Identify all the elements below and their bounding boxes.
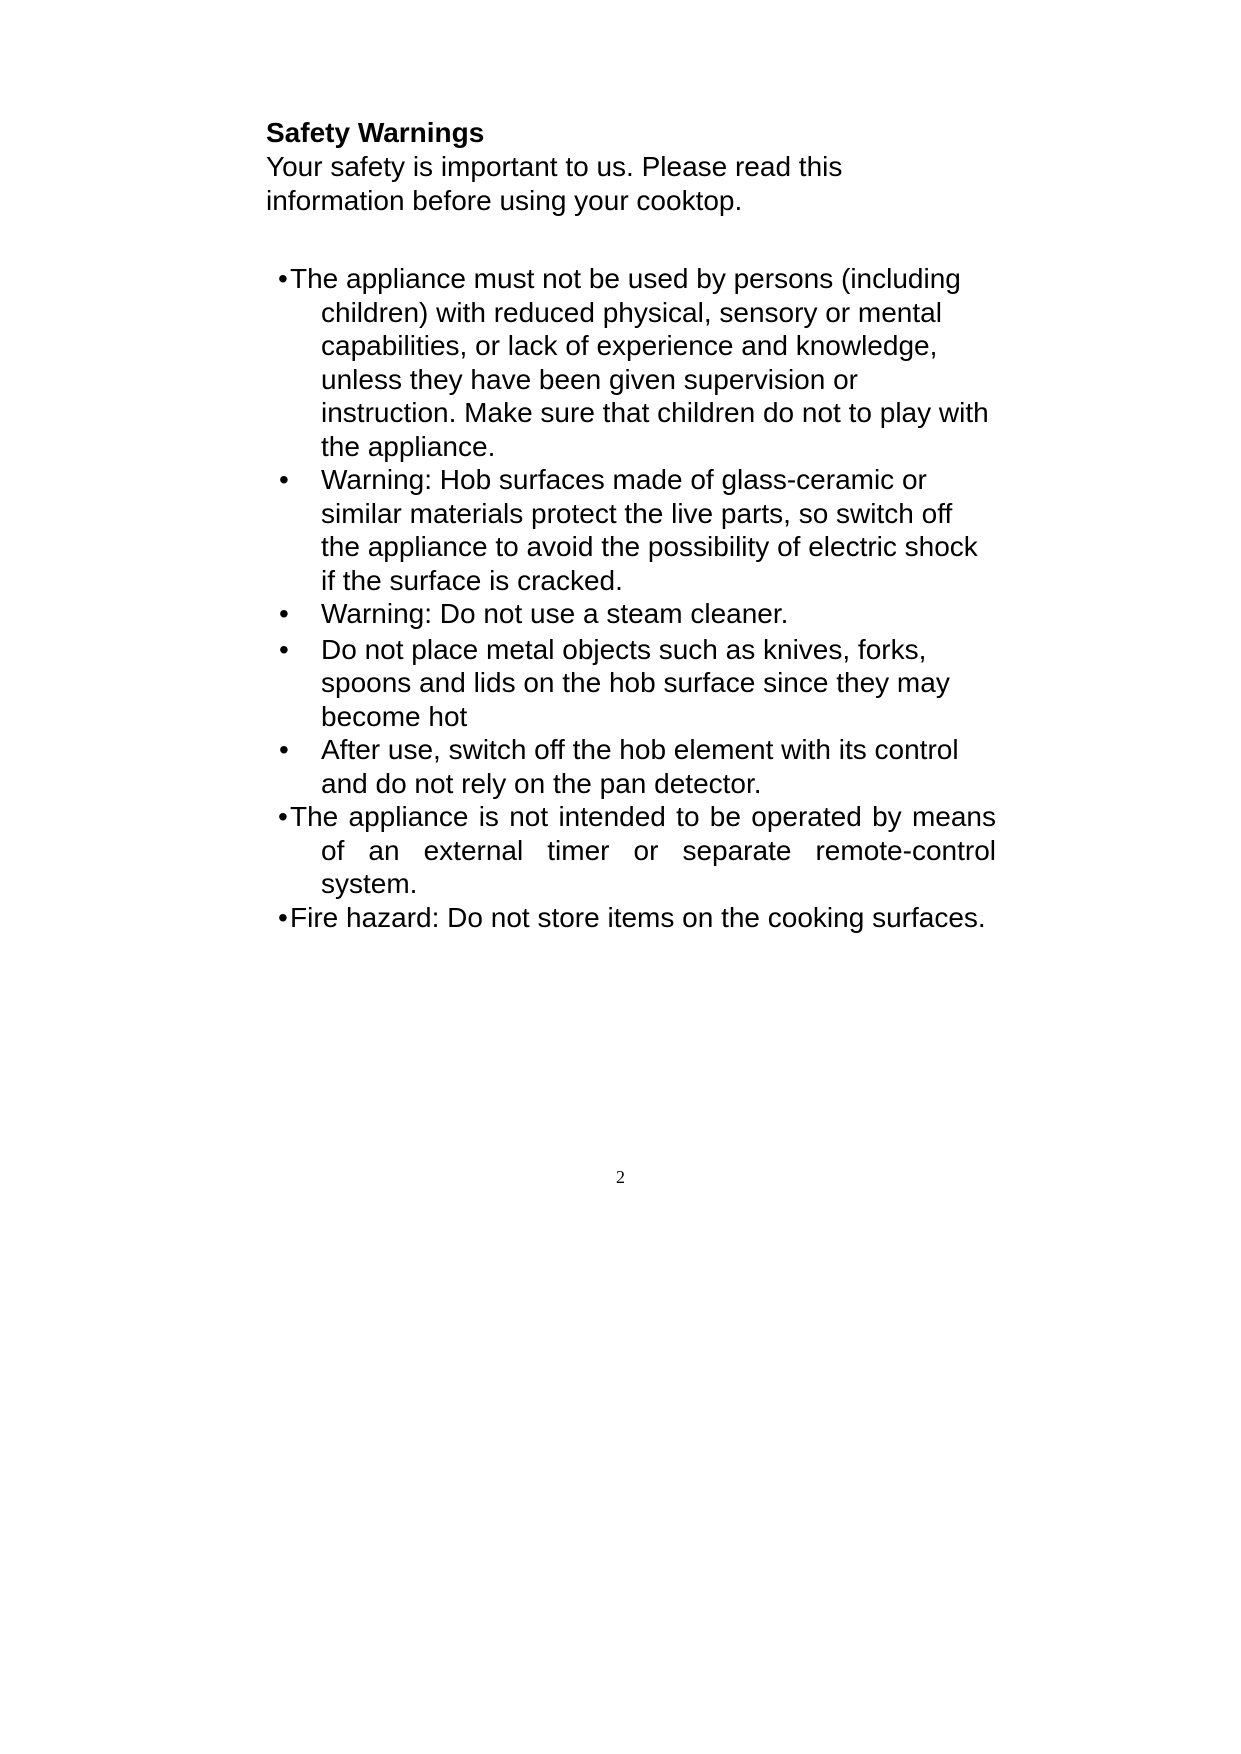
page-number: 2 — [616, 1167, 625, 1187]
warning-text: Fire hazard: Do not store items on the cooking surfaces. — [290, 901, 986, 933]
warning-text: Do not place metal objects such as knives, forks, spoons and lids on the hob surface since they may become hot — [321, 633, 950, 732]
list-item — [266, 633, 996, 734]
list-item — [266, 901, 996, 935]
bullet-icon: • — [279, 734, 289, 765]
intro-paragraph: Your safety is important to us. Please read this information before using your cooktop. — [266, 151, 843, 216]
list-item — [266, 463, 996, 597]
list-item — [266, 262, 996, 463]
warning-text: The appliance is not intended to be operated by means of an external timer or separate remote-control system. — [290, 801, 996, 899]
bullet-icon: • — [279, 464, 289, 495]
warning-text: Warning: Do not use a steam cleaner. — [321, 598, 789, 629]
list-item — [266, 597, 996, 631]
warning-text: The appliance must not be used by persons (including children) with reduced physical, sensory or mental capabilities, or lack of experience and knowledge, unless they have been given supervision or instruction. Make sure that children do not to play with the appliance. — [290, 263, 989, 462]
document-body — [266, 116, 996, 934]
page-title: Safety Warnings — [266, 117, 485, 148]
list-item — [266, 733, 996, 800]
bullet-icon: • — [278, 263, 288, 294]
bullet-icon: • — [279, 633, 289, 665]
warning-text: After use, switch off the hob element with its control and do not rely on the pan detector. — [321, 734, 959, 799]
warning-text: Warning: Hob surfaces made of glass-ceramic or similar materials protect the live parts, so switch off the appliance to avoid the possibility of electric shock if the surface is cracked. — [321, 464, 978, 596]
warning-list — [266, 262, 996, 934]
bullet-icon: • — [278, 801, 288, 832]
list-item — [266, 800, 996, 901]
bullet-icon: • — [278, 901, 288, 933]
bullet-icon: • — [279, 598, 289, 629]
